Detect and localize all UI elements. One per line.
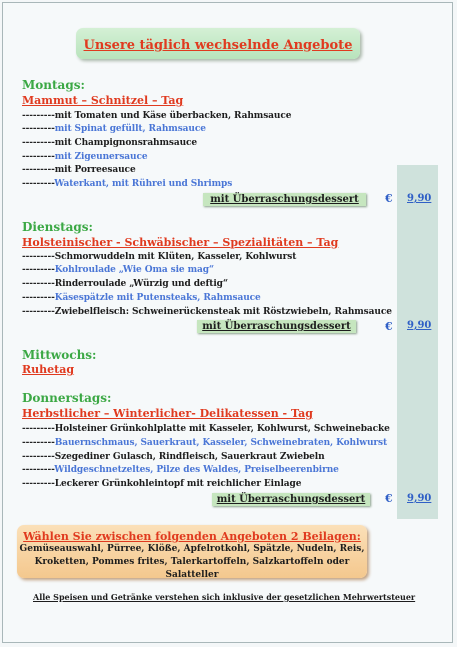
dish-line [22,465,339,475]
price-montags: 9,90 [407,193,432,204]
category-montags: Mammut – Schnitzel – Tag [22,94,184,107]
side-dishes-line-1: Gemüseauswahl, Pürree, Klöße, Apfelrotkohl, Spätzle, Nudeln, Reis, [19,544,365,554]
dish-dash: --------- [22,179,55,189]
dish-text: mit Spinat gefüllt, Rahmsauce [54,124,206,134]
day-heading-donnerstags: Donnerstags: [22,391,112,405]
dish-dash: --------- [22,111,55,121]
dish-dash: --------- [22,265,55,275]
price-dienstags: 9,90 [407,320,432,331]
price-donnerstags: 9,90 [407,493,432,504]
euro-sign: € [385,192,393,205]
dish-dash: --------- [22,424,55,434]
dish-dash: --------- [22,152,55,162]
dish-dash: --------- [22,438,55,448]
day-heading-montags: Montags: [22,78,85,92]
dish-text: Holsteiner Grünkohlplatte mit Kasseler, Kohlwurst, Schweinebacke [54,424,390,434]
dish-text: Kohlroulade „Wie Oma sie mag“ [54,265,215,275]
vat-note: Alle Speisen und Getränke verstehen sich inklusive der gesetzlichen Mehrwertsteuer [33,592,416,602]
category-dienstags: Holsteinischer - Schwäbischer – Spezialitäten – Tag [22,236,339,249]
dish-line [22,265,214,275]
side-dishes-title: Wählen Sie zwischen folgenden Angeboten 2 Beilagen: [23,530,361,543]
dish-text: Rinderroulade „Würzig und deftig“ [54,279,228,289]
dish-line [22,438,387,448]
dish-text: Käsespätzle mit Putensteaks, Rahmsauce [54,293,261,303]
day-heading-mittwochs: Mittwochs: [22,348,97,362]
dish-line [22,293,261,303]
dish-line [22,111,291,121]
dish-dash: --------- [22,252,55,262]
side-dishes-line-2: Kroketten, Pommes frites, Talerkartoffeln, Salzkartoffeln oder Salatteller [34,557,350,580]
dish-text: Schmorwuddeln mit Klüten, Kasseler, Kohlwurst [54,252,297,262]
dish-text: Waterkant, mit Rührei und Shrimps [54,179,233,189]
dish-line [22,424,390,434]
title-banner [76,28,360,59]
dish-text: Szegediner Gulasch, Rindfleisch, Sauerkraut Zwiebeln [54,452,325,462]
dish-line [22,479,301,489]
dish-text: Zwiebelfleisch: Schweinerückensteak mit Röstzwiebeln, Rahmsauce [54,307,392,317]
day-heading-dienstags: Dienstags: [22,220,93,234]
category-donnerstags: Herbstlicher – Winterlicher- Delikatessen - Tag [22,407,313,420]
dish-dash: --------- [22,452,55,462]
dish-line [22,138,197,148]
dish-text: mit Champignonsrahmsauce [54,138,198,148]
dish-dash: --------- [22,479,55,489]
dish-text: mit Tomaten und Käse überbacken, Rahmsauce [54,111,292,121]
category-mittwochs: Ruhetag [22,363,75,376]
dish-dash: --------- [22,279,55,289]
dish-dash: --------- [22,465,55,475]
dish-line [22,452,325,462]
dessert-label: mit Überraschungsdessert [212,493,370,506]
dish-line [22,279,228,289]
dessert-label: mit Überraschungsdessert [197,320,356,333]
dish-text: Wildgeschnetzeltes, Pilze des Waldes, Preiselbeerenbirne [54,465,339,475]
price-column [397,165,438,519]
dish-dash: --------- [22,165,55,175]
dish-line [22,252,296,262]
dish-dash: --------- [22,138,55,148]
dish-line [22,307,392,317]
dish-dash: --------- [22,293,55,303]
page-title: Unsere täglich wechselnde Angebote [83,38,353,53]
dish-text: Bauernschmaus, Sauerkraut, Kasseler, Schweinebraten, Kohlwurst [54,438,388,448]
dessert-label: mit Überraschungsdessert [203,193,366,206]
dish-line [22,152,147,162]
dish-line [22,165,136,175]
dish-line [22,124,206,134]
dish-dash: --------- [22,307,55,317]
euro-sign: € [385,320,393,333]
euro-sign: € [385,492,393,505]
dish-text: mit Porreesauce [54,165,136,175]
dish-text: Leckerer Grünkohleintopf mit reichlicher Einlage [54,479,302,489]
side-dishes-box [17,525,367,578]
dish-dash: --------- [22,124,55,134]
dish-text: mit Zigeunersauce [54,152,148,162]
dish-line [22,179,232,189]
